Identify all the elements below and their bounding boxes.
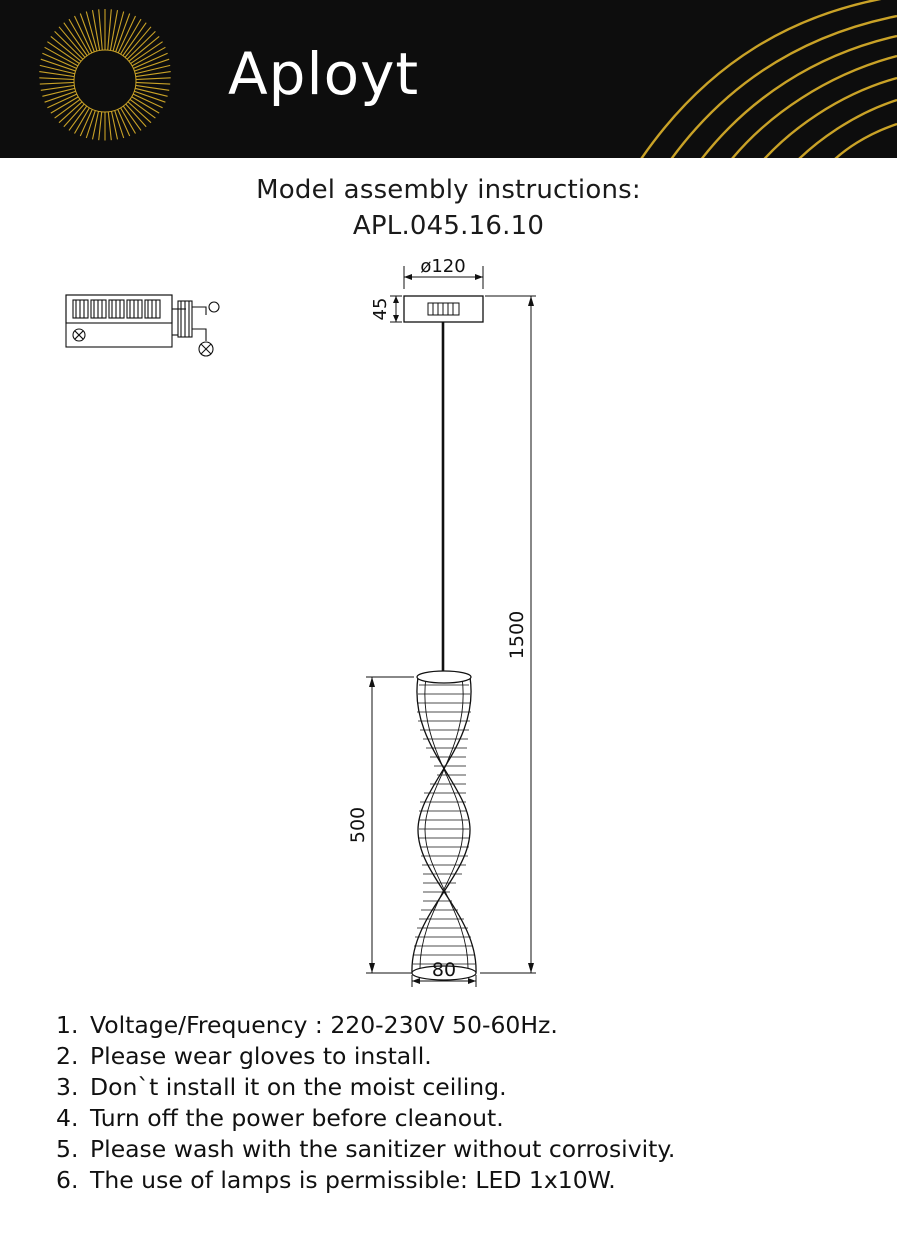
list-item bbox=[56, 1072, 876, 1103]
dimension-label-canopy-diameter: ø120 bbox=[420, 256, 466, 277]
list-item-number: 1. bbox=[56, 1011, 79, 1039]
dimension-fixture-height bbox=[366, 677, 414, 973]
list-item-text: The use of lamps is permissible: LED 1x10W. bbox=[90, 1166, 616, 1194]
dimension-label-total-drop: 1500 bbox=[506, 610, 528, 660]
list-item-number: 6. bbox=[56, 1166, 79, 1194]
dimension-label-fixture-width: 80 bbox=[431, 959, 457, 981]
list-item bbox=[56, 1165, 876, 1196]
title-line-1: Model assembly instructions: bbox=[256, 175, 641, 205]
fan-rays-icon bbox=[567, 0, 897, 158]
list-item bbox=[56, 1010, 876, 1041]
list-item-text: Don`t install it on the moist ceiling. bbox=[90, 1073, 507, 1101]
list-item-text: Voltage/Frequency : 220-230V 50-60Hz. bbox=[90, 1011, 558, 1039]
instruction-list bbox=[56, 1010, 876, 1196]
assembly-drawing bbox=[0, 245, 897, 1005]
sunburst-logo-icon bbox=[30, 6, 180, 156]
list-item bbox=[56, 1103, 876, 1134]
brand-name: Aployt bbox=[228, 40, 420, 108]
dimension-label-fixture-height: 500 bbox=[347, 806, 369, 844]
list-item-number: 5. bbox=[56, 1135, 79, 1163]
page-title bbox=[0, 175, 897, 241]
list-item-number: 3. bbox=[56, 1073, 79, 1101]
list-item bbox=[56, 1134, 876, 1165]
dimension-label-canopy-height: 45 bbox=[370, 297, 391, 321]
pendant-fixture-body bbox=[412, 671, 476, 980]
canopy-terminal-detail bbox=[428, 303, 459, 315]
list-item bbox=[56, 1041, 876, 1072]
terminal-block-wiring-icon bbox=[66, 295, 219, 356]
technical-drawing-svg bbox=[0, 245, 897, 1005]
list-item-text: Please wash with the sanitizer without corrosivity. bbox=[90, 1135, 676, 1163]
list-item-number: 2. bbox=[56, 1042, 79, 1070]
list-item-text: Turn off the power before cleanout. bbox=[90, 1104, 504, 1132]
list-item-number: 4. bbox=[56, 1104, 79, 1132]
title-line-2: APL.045.16.10 bbox=[352, 211, 545, 241]
header-banner bbox=[0, 0, 897, 158]
list-item-text: Please wear gloves to install. bbox=[90, 1042, 432, 1070]
dimension-canopy-height bbox=[390, 296, 402, 322]
